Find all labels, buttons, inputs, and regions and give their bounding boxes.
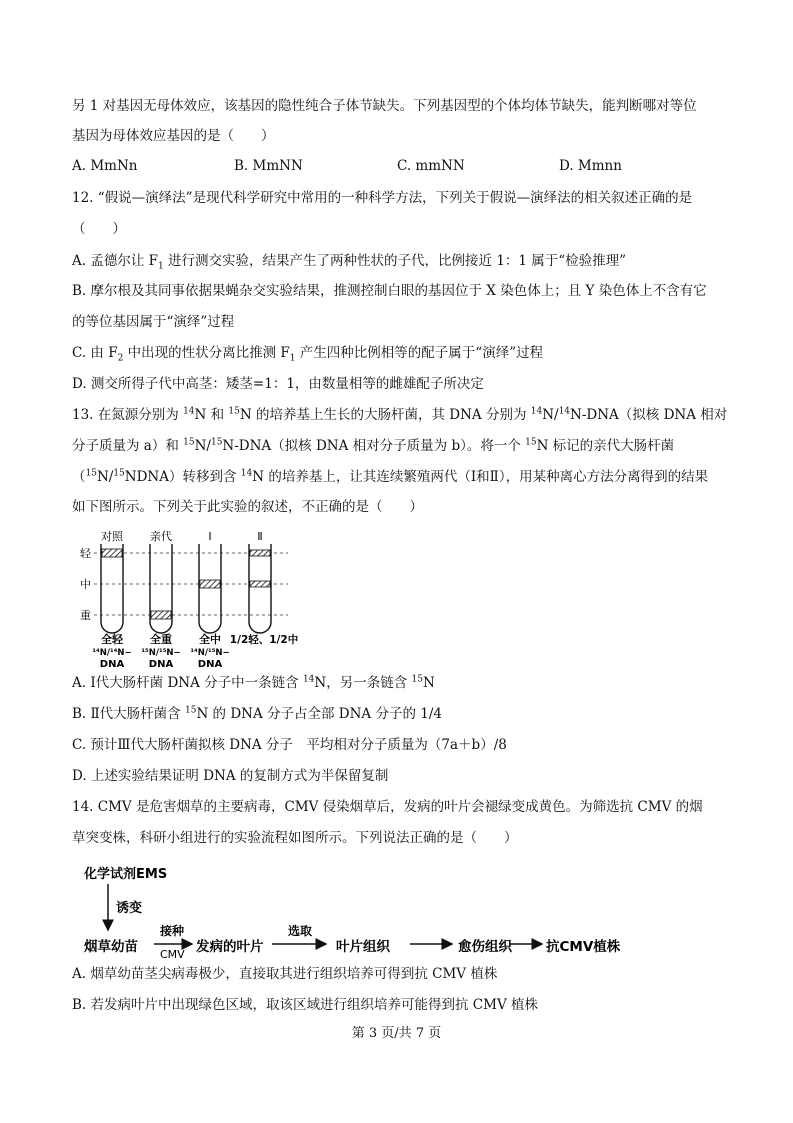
q13-stem-4: 如下图所示。下列关于此实验的叙述，不正确的是（ ） [72,499,423,515]
q13-option-a: A. Ⅰ代大肠杆菌 DNA 分子中一条链含 $^{14}$N，另一条链含 $^{15}$N [72,674,435,691]
flow-diseased-leaf: 发病的叶片 [196,939,264,955]
q12-option-b-line-2: 的等位基因属于“演绎”过程 [72,314,235,330]
q12-option-a: A. 孟德尔让 $F_1$ 进行测交实验，结果产生了两种性状的子代，比例接近 1：1 属于“检验推理” [72,253,627,272]
q11-option-a: A. MmNn [72,158,138,174]
col-label-control: 对照 [101,530,123,543]
q11-line-1: 另 1 对基因无母体效应，该基因的隐性纯合子体节缺失。下列基因型的个体均体节缺失，能判断哪对等位 [72,98,697,114]
dna-word-gen-1: DNA [197,659,223,670]
tube-gen-1 [199,544,221,633]
q13-option-d: D. 上述实验结果证明 DNA 的复制方式为半保留复制 [72,768,389,784]
dna-label-parent: ¹⁵N/¹⁵N− [141,648,181,658]
experiment-flow-diagram [80,858,640,960]
dna-label-gen-1: ¹⁴N/¹⁵N− [190,648,230,658]
q13-option-b: B. Ⅱ代大肠杆菌含 $^{15}$N 的 DNA 分子占全部 DNA 分子的 1/4 [72,705,442,722]
flow-callus: 愈伤组织 [458,939,512,955]
flow-cmv-label: CMV [160,948,185,960]
flow-leaf-tissue: 叶片组织 [336,939,390,955]
q14-option-b: B. 若发病叶片中出现绿色区域，取该区域进行组织培养可能得到抗 CMV 植株 [72,997,538,1013]
band-parent-heavy [151,611,171,619]
q13-stem-1: 13. 在氮源分别为 $^{14}$N 和 $^{15}$N 的培养基上生长的大肠杆菌，其 DNA 分别为 $^{14}$N/$^{14}$N-DNA（拟核 DNA 相对 [72,406,728,423]
row-label-heavy: 重 [80,609,91,622]
q12-option-d: D. 测交所得子代中高茎：矮茎=1：1，由数量相等的雌雄配子所决定 [72,376,484,392]
q14-option-a: A. 烟草幼苗茎尖病毒极少，直接取其进行组织培养可得到抗 CMV 植株 [72,966,498,982]
q11-option-b: B. MmNN [234,158,303,174]
q11-option-d: D. Mmnn [559,158,622,174]
result-parent: 全重 [150,633,172,646]
q11-line-2: 基因为母体效应基因的是（ ） [72,128,275,144]
q12-stem-2: （ ） [72,221,126,237]
band-control-light [102,549,122,557]
row-label-middle: 中 [80,578,91,591]
band-gen2-middle [250,581,270,587]
q13-stem-2: 分子质量为 a）和 $^{15}$N/$^{15}$N-DNA（拟核 DNA 相对分子质量为 b）。将一个 $^{15}$N 标记的亲代大肠杆菌 [72,437,675,454]
q13-option-c: C. 预计Ⅲ代大肠杆菌拟核 DNA 分子 平均相对分子质量为（7a＋b）/8 [72,737,507,753]
col-label-gen-1: Ⅰ [208,530,212,543]
row-label-light: 轻 [80,547,91,560]
band-gen1-middle [200,580,220,588]
flow-resistant-plant: 抗CMV植株 [546,939,621,955]
col-label-parent: 亲代 [150,530,172,543]
q12-option-c: C. 由 $F_2$ 中出现的性状分离比推测 $F_1$ 产生四种比例相等的配子属于“演绎”过程 [72,345,544,364]
flow-select-label: 选取 [288,924,313,938]
tube-parent [150,544,172,633]
result-control: 全轻 [101,633,123,646]
result-gen-2: 1/2轻、1/2中 [229,634,299,646]
q14-stem-2: 草突变株，科研小组进行的实验流程如图所示。下列说法正确的是（ ） [72,830,518,846]
q14-stem-1: 14. CMV 是危害烟草的主要病毒，CMV 侵染烟草后，发病的叶片会褪绿变成黄色。为筛选抗 CMV 的烟 [72,799,703,815]
dna-label-control: ¹⁴N/¹⁴N− [92,648,132,658]
dna-word-control: DNA [99,659,125,670]
dna-word-parent: DNA [148,659,174,670]
tube-gen-2 [249,544,271,633]
centrifuge-figure [72,526,302,672]
q12-option-b-line-1: B. 摩尔根及其同事依据果蝇杂交实验结果，推测控制白眼的基因位于 X 染色体上；且 Y 染色体上不含有它 [72,283,707,299]
page-footer: 第 3 页/共 7 页 [351,1026,442,1041]
flow-seedling: 烟草幼苗 [84,939,138,955]
q12-stem-1: 12. “假说—演绎法”是现代科学研究中常用的一种科学方法，下列关于假说—演绎法的相关叙述正确的是 [72,190,693,206]
band-gen2-light [250,550,270,556]
flow-chemical-ems: 化学试剂EMS [84,867,168,882]
col-label-gen-2: Ⅱ [257,530,263,543]
q13-stem-3: （$^{15}$N/$^{15}$NDNA）转移到含 $^{14}$N 的培养基上，让其连续繁殖两代（Ⅰ和Ⅱ），用某种离心方法分离得到的结果 [72,468,709,485]
result-gen-1: 全中 [199,633,221,646]
flow-inoculate-label: 接种 [160,924,185,938]
q11-option-c: C. mmNN [397,158,465,174]
flow-mutate-label: 诱变 [116,901,143,916]
